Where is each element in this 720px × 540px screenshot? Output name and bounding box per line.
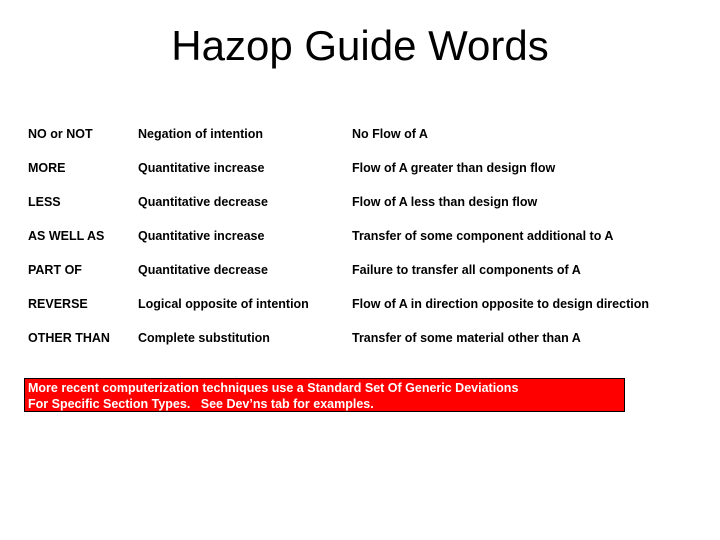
guide-words-table: [28, 124, 708, 362]
guide-example: Transfer of some component additional to A: [352, 229, 614, 243]
table-row: [28, 294, 708, 328]
guide-word: NO or NOT: [28, 127, 93, 141]
table-row: [28, 260, 708, 294]
guide-meaning: Quantitative increase: [138, 229, 265, 243]
guide-word: MORE: [28, 161, 66, 175]
guide-meaning: Quantitative decrease: [138, 195, 268, 209]
guide-example: Flow of A greater than design flow: [352, 161, 556, 175]
guide-example: Flow of A less than design flow: [352, 195, 538, 209]
table-row: [28, 158, 708, 192]
guide-meaning: Quantitative decrease: [138, 263, 268, 277]
guide-meaning: Complete substitution: [138, 331, 270, 345]
note-box: [24, 378, 625, 412]
guide-meaning: Quantitative increase: [138, 161, 265, 175]
note-line-2: For Specific Section Types. See Dev’ns tab for examples.: [28, 397, 374, 411]
guide-meaning: Negation of intention: [138, 127, 263, 141]
guide-example: No Flow of A: [352, 127, 428, 141]
guide-word: LESS: [28, 195, 61, 209]
table-row: [28, 192, 708, 226]
note-line-1: More recent computerization techniques use a Standard Set Of Generic Deviations: [28, 381, 519, 395]
table-row: [28, 226, 708, 260]
guide-example: Failure to transfer all components of A: [352, 263, 581, 277]
guide-word: PART OF: [28, 263, 82, 277]
table-row: [28, 328, 708, 362]
guide-word: AS WELL AS: [28, 229, 105, 243]
guide-meaning: Logical opposite of intention: [138, 297, 309, 311]
guide-word: OTHER THAN: [28, 331, 110, 345]
guide-example: Transfer of some material other than A: [352, 331, 581, 345]
guide-word: REVERSE: [28, 297, 88, 311]
slide-title: Hazop Guide Words: [171, 22, 549, 69]
table-row: [28, 124, 708, 158]
guide-example: Flow of A in direction opposite to design direction: [352, 297, 649, 311]
